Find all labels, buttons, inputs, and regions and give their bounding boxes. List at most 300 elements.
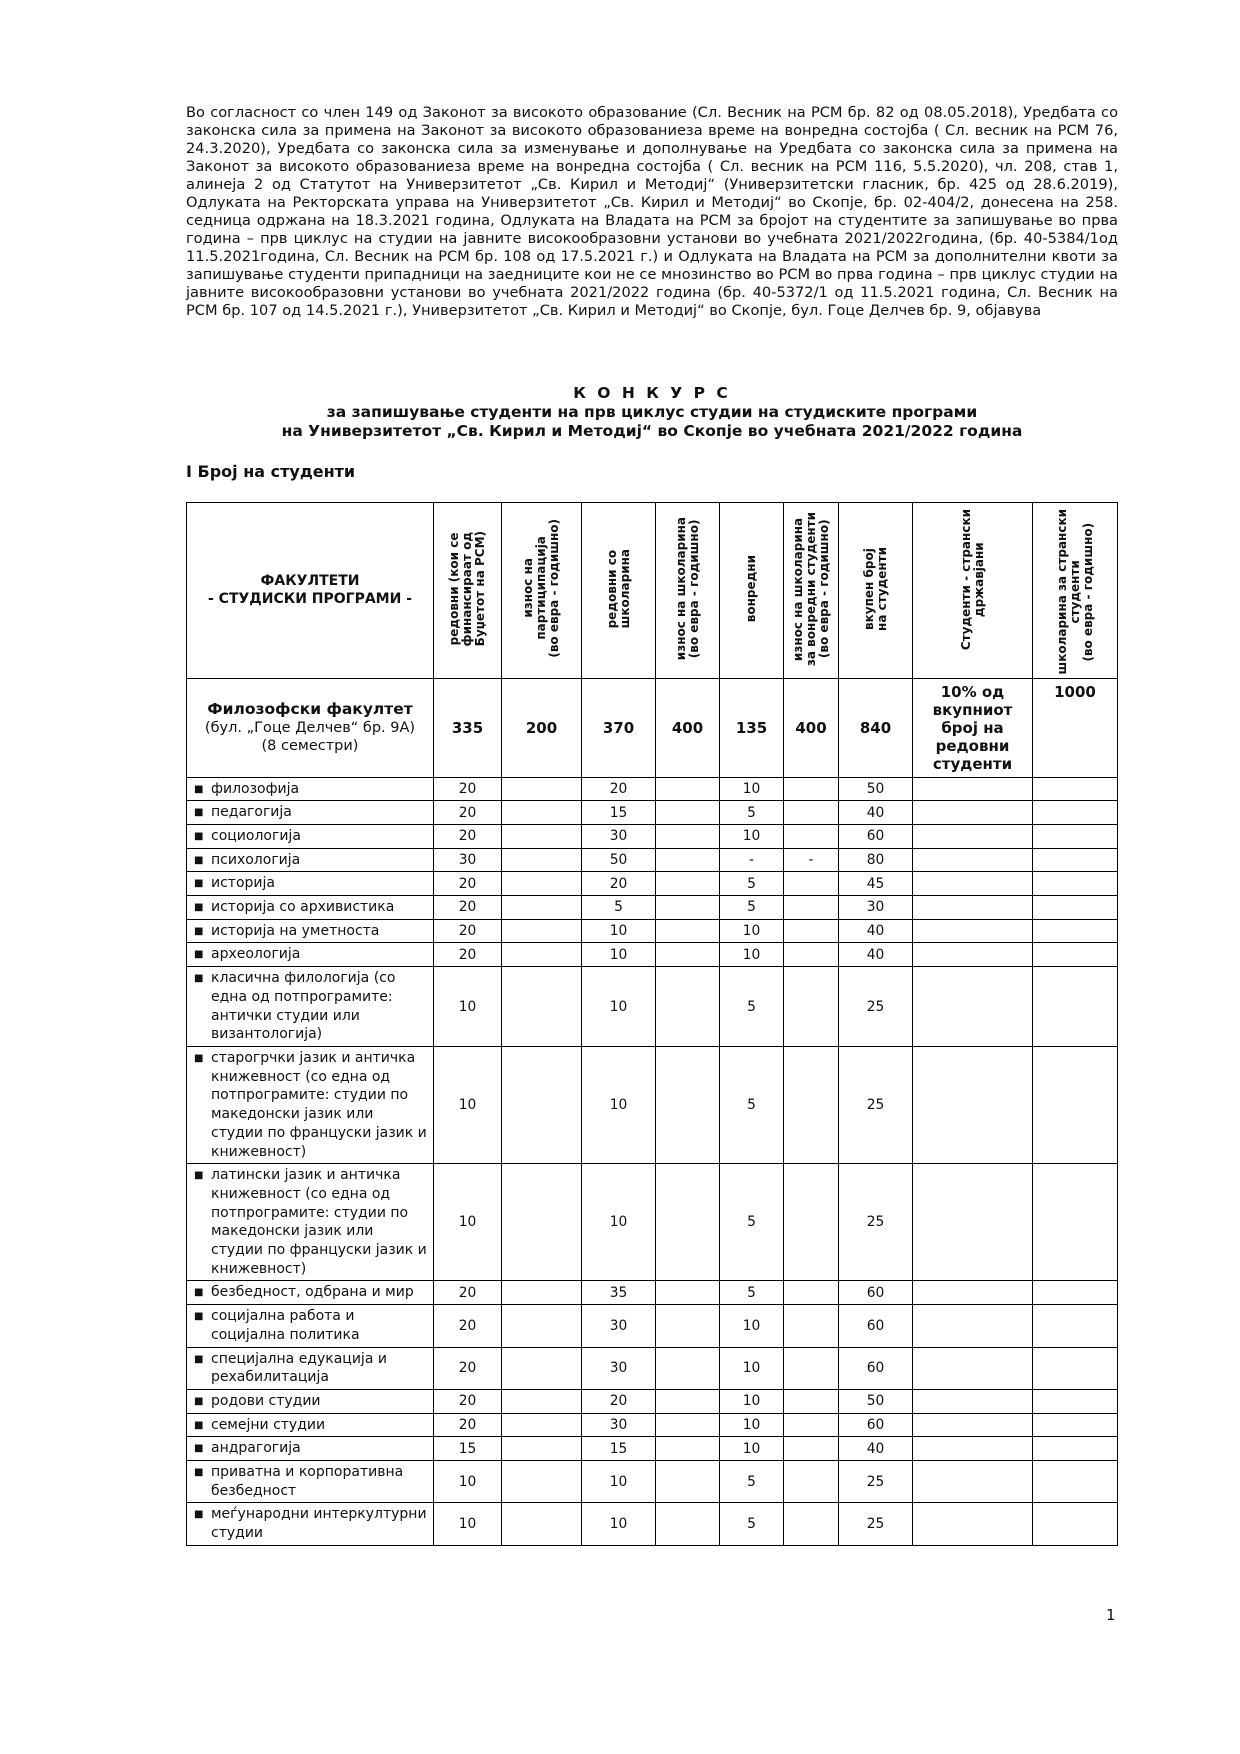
header-part-time-tuition <box>784 503 839 679</box>
faculty-tuition-amount: 400 <box>656 678 720 777</box>
header-foreign-students <box>913 503 1033 679</box>
cell-tuition-amount <box>656 1281 720 1305</box>
cell-regular-tuition: 15 <box>582 1437 656 1461</box>
bullet-icon: ■ <box>194 973 204 985</box>
cell-total: 60 <box>839 824 913 848</box>
program-name: класична филологија (со една од потпрограмите: антички студии или византологија) <box>211 970 396 1043</box>
cell-part-time: 10 <box>720 1389 784 1413</box>
cell-foreign-tuition <box>1033 943 1118 967</box>
program-name-cell <box>187 896 434 920</box>
program-name: педагогија <box>211 804 292 821</box>
program-name-cell <box>187 1503 434 1545</box>
header-faculties-line2: - СТУДИСКИ ПРОГРАМИ - <box>207 591 413 608</box>
program-name-cell <box>187 801 434 825</box>
cell-regular-budget: 30 <box>434 848 502 872</box>
program-name-cell <box>187 1347 434 1389</box>
cell-foreign-tuition <box>1033 1413 1118 1437</box>
cell-regular-tuition: 50 <box>582 848 656 872</box>
heading-subtitle-1: за запишување студенти на прв циклус студии на студиските програми <box>326 403 978 421</box>
cell-participation <box>502 848 582 872</box>
program-name: археологија <box>211 946 301 963</box>
table-header-row <box>187 503 1118 679</box>
table-row <box>187 777 1118 801</box>
table-row <box>187 896 1118 920</box>
program-name-cell <box>187 1413 434 1437</box>
program-name-cell <box>187 824 434 848</box>
cell-regular-budget: 10 <box>434 967 502 1047</box>
header-h9-line-2: студенти <box>1067 560 1082 624</box>
table-row <box>187 1281 1118 1305</box>
cell-participation <box>502 801 582 825</box>
cell-foreign-tuition <box>1033 1305 1118 1347</box>
cell-regular-budget: 20 <box>434 1305 502 1347</box>
cell-regular-budget: 20 <box>434 1281 502 1305</box>
cell-part-time: 10 <box>720 943 784 967</box>
header-foreign-tuition <box>1033 503 1118 679</box>
cell-participation <box>502 1305 582 1347</box>
cell-tuition-amount <box>656 1437 720 1461</box>
cell-part-time-tuition <box>784 1347 839 1389</box>
cell-tuition-amount <box>656 967 720 1047</box>
program-name: историја со архивистика <box>211 899 395 916</box>
cell-participation <box>502 896 582 920</box>
cell-regular-tuition: 10 <box>582 943 656 967</box>
cell-participation <box>502 1413 582 1437</box>
cell-foreign-tuition <box>1033 801 1118 825</box>
cell-participation <box>502 824 582 848</box>
cell-total: 60 <box>839 1347 913 1389</box>
cell-part-time: 5 <box>720 1281 784 1305</box>
table-row <box>187 1503 1118 1545</box>
cell-total: 40 <box>839 1437 913 1461</box>
cell-foreign-tuition <box>1033 1461 1118 1503</box>
cell-foreign-students <box>913 824 1033 848</box>
header-h6-line-1: износ на школарина <box>790 517 805 661</box>
cell-foreign-students <box>913 848 1033 872</box>
cell-part-time-tuition <box>784 1413 839 1437</box>
cell-part-time: 5 <box>720 967 784 1047</box>
header-h2-line-2: партиципација <box>534 537 548 641</box>
faculty-name: Филозофски факултет <box>207 700 413 719</box>
header-h1-line-3: Буџетот на РСМ) <box>473 531 487 647</box>
cell-foreign-tuition <box>1033 967 1118 1047</box>
header-participation-amount <box>502 503 582 679</box>
cell-total: 45 <box>839 872 913 896</box>
header-h2-line-3: (во евра - годишно) <box>547 519 561 659</box>
cell-foreign-students <box>913 1503 1033 1545</box>
cell-part-time-tuition <box>784 1046 839 1163</box>
cell-regular-tuition: 10 <box>582 1503 656 1545</box>
cell-foreign-tuition <box>1033 1347 1118 1389</box>
cell-total: 60 <box>839 1281 913 1305</box>
table-row <box>187 1046 1118 1163</box>
cell-foreign-tuition <box>1033 824 1118 848</box>
header-h2-line-1: износ на <box>521 558 535 619</box>
program-name-cell <box>187 1305 434 1347</box>
cell-foreign-tuition <box>1033 848 1118 872</box>
cell-tuition-amount <box>656 1046 720 1163</box>
cell-part-time: 5 <box>720 896 784 920</box>
program-name: родови студии <box>211 1392 321 1409</box>
cell-regular-budget: 10 <box>434 1046 502 1163</box>
cell-foreign-students <box>913 1164 1033 1281</box>
cell-part-time: 5 <box>720 872 784 896</box>
cell-part-time-tuition <box>784 1305 839 1347</box>
cell-part-time: 10 <box>720 1305 784 1347</box>
table-row <box>187 919 1118 943</box>
cell-tuition-amount <box>656 824 720 848</box>
cell-part-time-tuition <box>784 824 839 848</box>
cell-part-time-tuition <box>784 1164 839 1281</box>
cell-total: 25 <box>839 967 913 1047</box>
cell-regular-tuition: 15 <box>582 801 656 825</box>
faculty-foreign-students: 10% од вкупниот број на редовни студенти <box>913 678 1033 777</box>
cell-tuition-amount <box>656 777 720 801</box>
cell-regular-tuition: 10 <box>582 1461 656 1503</box>
faculty-name-cell <box>187 678 434 777</box>
cell-total: 50 <box>839 777 913 801</box>
table-row <box>187 1347 1118 1389</box>
program-name: андрагогија <box>211 1440 301 1457</box>
bullet-icon: ■ <box>194 1443 204 1455</box>
cell-part-time: 10 <box>720 1413 784 1437</box>
program-name-cell <box>187 1164 434 1281</box>
cell-regular-tuition: 20 <box>582 777 656 801</box>
program-name: филозофија <box>211 780 300 797</box>
cell-part-time-tuition: - <box>784 848 839 872</box>
cell-total: 50 <box>839 1389 913 1413</box>
program-name: социјална работа и социјална политика <box>211 1308 360 1343</box>
cell-regular-tuition: 30 <box>582 1347 656 1389</box>
cell-regular-budget: 10 <box>434 1503 502 1545</box>
bullet-icon: ■ <box>194 1311 204 1323</box>
header-h6-line-2: за вонредни студенти <box>803 511 818 666</box>
cell-tuition-amount <box>656 943 720 967</box>
cell-regular-budget: 20 <box>434 1413 502 1437</box>
cell-foreign-students <box>913 967 1033 1047</box>
cell-participation <box>502 1389 582 1413</box>
header-h4-line-1: износ на школарина <box>673 517 688 661</box>
table-row <box>187 848 1118 872</box>
table-row <box>187 872 1118 896</box>
cell-foreign-students <box>913 801 1033 825</box>
cell-tuition-amount <box>656 1347 720 1389</box>
header-h7-line-1: вкупен број <box>861 547 876 630</box>
cell-part-time-tuition <box>784 967 839 1047</box>
cell-tuition-amount <box>656 1164 720 1281</box>
cell-tuition-amount <box>656 1461 720 1503</box>
cell-regular-budget: 20 <box>434 1347 502 1389</box>
cell-regular-tuition: 35 <box>582 1281 656 1305</box>
cell-part-time-tuition <box>784 1437 839 1461</box>
cell-participation <box>502 943 582 967</box>
cell-foreign-students <box>913 1046 1033 1163</box>
cell-total: 60 <box>839 1413 913 1437</box>
cell-total: 25 <box>839 1164 913 1281</box>
bullet-icon: ■ <box>194 949 204 961</box>
cell-part-time: 5 <box>720 1164 784 1281</box>
cell-regular-budget: 15 <box>434 1437 502 1461</box>
cell-regular-tuition: 10 <box>582 1164 656 1281</box>
bullet-icon: ■ <box>194 1052 204 1064</box>
cell-regular-budget: 20 <box>434 943 502 967</box>
faculty-row <box>187 678 1118 777</box>
cell-part-time-tuition <box>784 943 839 967</box>
cell-part-time-tuition <box>784 1281 839 1305</box>
bullet-icon: ■ <box>194 1170 204 1182</box>
cell-part-time-tuition <box>784 919 839 943</box>
program-name: историја <box>211 875 275 892</box>
header-h4-line-2: (во евра - годишно) <box>686 519 701 659</box>
cell-participation <box>502 1164 582 1281</box>
cell-part-time: 5 <box>720 801 784 825</box>
program-name-cell <box>187 848 434 872</box>
table-row <box>187 1413 1118 1437</box>
cell-regular-tuition: 5 <box>582 896 656 920</box>
program-name-cell <box>187 919 434 943</box>
intro-paragraph: Во согласност со член 149 од Законот за високото образование (Сл. Весник на РСМ бр. 82 од 08.05.2018), Уредбата со законска сила за примена на Законот за високото образованиеза време на вонредна состојба ( Сл. весник на РСМ 76, 24.3.2020), Уредбата со законска сила за изменување и дополнување на Уредбата со законска сила за примена на Законот за високото образованиеза време на вонредна состојба ( Сл. весник на РСМ 116, 5.5.2020), чл. 208, став 1, алинеја 2 од Статутот на Универзитетот „Св. Кирил и Методиј“ (Универзитетски гласник, бр. 425 од 28.6.2019), Одлуката на Ректорската управа на Универзитетот „Св. Кирил и Методиј“ во Скопје, бр. 02-404/2, донесена на 258. седница одржана на 18.3.2021 година, Одлуката на Владата на РСМ за бројот на студентите за запишување во прва година – прв циклус на студии на јавните високообразовни установи во учебната 2021/2022година, (бр. 40-5384/1од 11.5.2021година, Сл. Весник на РСМ бр. 108 од 17.5.2021 г.) и Одлуката на Владата на РСМ за дополнителни квоти за запишување студенти припадници на заедниците кои не се мнозинство во РСМ во прва година – прв циклус студии на јавните високообразовни установи во учебната 2021/2022 година (бр. 40-5372/1 од 11.5.2021 година, Сл. Весник на РСМ бр. 107 од 14.5.2021 г.), Универзитетот „Св. Кирил и Методиј“ во Скопје, бул. Гоце Делчев бр. 9, објавува <box>186 104 1118 319</box>
bullet-icon: ■ <box>194 902 204 914</box>
cell-part-time-tuition <box>784 801 839 825</box>
header-h3-line-1: редовни со <box>604 549 619 629</box>
faculty-foreign-tuition: 1000 <box>1033 678 1118 777</box>
cell-total: 25 <box>839 1046 913 1163</box>
cell-foreign-students <box>913 1347 1033 1389</box>
cell-regular-tuition: 30 <box>582 1413 656 1437</box>
bullet-icon: ■ <box>194 1395 204 1407</box>
program-name: семејни студии <box>211 1416 326 1433</box>
cell-foreign-tuition <box>1033 1503 1118 1545</box>
cell-participation <box>502 919 582 943</box>
table-row <box>187 801 1118 825</box>
bullet-icon: ■ <box>194 830 204 842</box>
cell-regular-budget: 10 <box>434 1164 502 1281</box>
cell-foreign-students <box>913 1305 1033 1347</box>
cell-part-time: 10 <box>720 1437 784 1461</box>
cell-part-time: 10 <box>720 1347 784 1389</box>
cell-regular-tuition: 20 <box>582 872 656 896</box>
cell-tuition-amount <box>656 919 720 943</box>
cell-total: 25 <box>839 1461 913 1503</box>
header-h1-line-2: финансираат од <box>460 531 474 646</box>
cell-regular-tuition: 10 <box>582 967 656 1047</box>
table-row <box>187 943 1118 967</box>
bullet-icon: ■ <box>194 1419 204 1431</box>
faculty-regular-budget: 335 <box>434 678 502 777</box>
header-h9-line-1: школарина за странски <box>1054 509 1069 675</box>
heading-subtitle-2: на Универзитетот „Св. Кирил и Методиј“ во Скопје во учебната 2021/2022 година <box>281 422 1023 440</box>
program-name: психологија <box>211 851 301 868</box>
program-name: старогрчки јазик и античка книжевност (со една од потпрограмите: студии по македонски јазик или студии по француски јазик и книжевност) <box>211 1049 427 1160</box>
heading-title: К О Н К У Р С <box>573 384 731 402</box>
cell-tuition-amount <box>656 1305 720 1347</box>
cell-tuition-amount <box>656 1389 720 1413</box>
program-name-cell <box>187 967 434 1047</box>
cell-regular-budget: 20 <box>434 872 502 896</box>
header-h8-line-2: државјани <box>971 542 986 617</box>
header-tuition-amount <box>656 503 720 679</box>
program-name-cell <box>187 777 434 801</box>
cell-foreign-students <box>913 777 1033 801</box>
cell-foreign-tuition <box>1033 1437 1118 1461</box>
bullet-icon: ■ <box>194 1353 204 1365</box>
cell-foreign-tuition <box>1033 872 1118 896</box>
cell-tuition-amount <box>656 801 720 825</box>
cell-tuition-amount <box>656 872 720 896</box>
faculty-total: 840 <box>839 678 913 777</box>
cell-regular-budget: 20 <box>434 919 502 943</box>
program-name-cell <box>187 943 434 967</box>
program-name-cell <box>187 1389 434 1413</box>
header-h6-line-3: (во евра - годишно) <box>816 519 831 659</box>
header-h9-line-3: (во евра - годишно) <box>1080 522 1095 662</box>
cell-part-time: 5 <box>720 1461 784 1503</box>
cell-participation <box>502 1503 582 1545</box>
cell-tuition-amount <box>656 1503 720 1545</box>
faculty-part-time: 135 <box>720 678 784 777</box>
cell-part-time: - <box>720 848 784 872</box>
faculty-part-time-tuition: 400 <box>784 678 839 777</box>
announcement-heading <box>186 384 1118 441</box>
table-row <box>187 1389 1118 1413</box>
cell-foreign-students <box>913 1461 1033 1503</box>
cell-part-time-tuition <box>784 777 839 801</box>
header-h7-line-2: на студенти <box>874 546 889 631</box>
program-name: историја на уметноста <box>211 922 380 939</box>
cell-total: 60 <box>839 1305 913 1347</box>
cell-regular-budget: 20 <box>434 777 502 801</box>
cell-regular-budget: 20 <box>434 1389 502 1413</box>
cell-foreign-students <box>913 1437 1033 1461</box>
cell-participation <box>502 967 582 1047</box>
faculty-regular-tuition: 370 <box>582 678 656 777</box>
header-h8-line-1: Студенти - странски <box>958 509 973 651</box>
cell-regular-tuition: 10 <box>582 919 656 943</box>
section-title: I Број на студенти <box>186 462 356 481</box>
header-total-students <box>839 503 913 679</box>
bullet-icon: ■ <box>194 1509 204 1521</box>
cell-regular-tuition: 30 <box>582 1305 656 1347</box>
cell-foreign-tuition <box>1033 1046 1118 1163</box>
program-name: безбедност, одбрана и мир <box>211 1284 414 1301</box>
cell-tuition-amount <box>656 848 720 872</box>
cell-participation <box>502 872 582 896</box>
cell-regular-budget: 10 <box>434 1461 502 1503</box>
cell-part-time: 10 <box>720 777 784 801</box>
cell-part-time-tuition <box>784 1389 839 1413</box>
cell-total: 80 <box>839 848 913 872</box>
header-h3-line-2: школарина <box>617 549 632 629</box>
table-row <box>187 1164 1118 1281</box>
program-name-cell <box>187 1281 434 1305</box>
header-regular-tuition <box>582 503 656 679</box>
faculty-participation: 200 <box>502 678 582 777</box>
cell-tuition-amount <box>656 896 720 920</box>
cell-participation <box>502 1437 582 1461</box>
cell-part-time: 10 <box>720 824 784 848</box>
cell-foreign-students <box>913 1281 1033 1305</box>
cell-regular-tuition: 10 <box>582 1046 656 1163</box>
cell-regular-tuition: 20 <box>582 1389 656 1413</box>
program-name: специјална едукација и рехабилитација <box>211 1350 387 1386</box>
cell-foreign-students <box>913 872 1033 896</box>
bullet-icon: ■ <box>194 854 204 866</box>
cell-participation <box>502 1461 582 1503</box>
cell-total: 25 <box>839 1503 913 1545</box>
header-h5-line-1: вонредни <box>744 555 758 623</box>
bullet-icon: ■ <box>194 1287 204 1299</box>
cell-total: 40 <box>839 919 913 943</box>
table-row <box>187 1461 1118 1503</box>
cell-foreign-tuition <box>1033 777 1118 801</box>
cell-part-time-tuition <box>784 1503 839 1545</box>
cell-part-time-tuition <box>784 1461 839 1503</box>
table-row <box>187 1437 1118 1461</box>
cell-foreign-tuition <box>1033 919 1118 943</box>
table-row <box>187 824 1118 848</box>
bullet-icon: ■ <box>194 807 204 819</box>
cell-foreign-students <box>913 943 1033 967</box>
header-faculties-line1: ФАКУЛТЕТИ <box>260 573 360 590</box>
cell-total: 40 <box>839 943 913 967</box>
cell-tuition-amount <box>656 1413 720 1437</box>
cell-foreign-tuition <box>1033 896 1118 920</box>
cell-part-time: 5 <box>720 1046 784 1163</box>
cell-participation <box>502 1281 582 1305</box>
faculty-semesters: (8 семестри) <box>261 738 359 755</box>
header-h1-line-1: редовни (кои се <box>447 532 461 646</box>
program-name: меѓународни интеркултурни студии <box>211 1506 427 1542</box>
faculty-address: (бул. „Гоце Делчев“ бр. 9А) <box>204 720 416 737</box>
cell-foreign-students <box>913 1413 1033 1437</box>
cell-regular-budget: 20 <box>434 824 502 848</box>
cell-foreign-tuition <box>1033 1389 1118 1413</box>
program-name-cell <box>187 1046 434 1163</box>
cell-foreign-students <box>913 919 1033 943</box>
bullet-icon: ■ <box>194 783 204 795</box>
cell-foreign-students <box>913 1389 1033 1413</box>
bullet-icon: ■ <box>194 925 204 937</box>
cell-participation <box>502 1347 582 1389</box>
students-table <box>186 502 1118 1546</box>
bullet-icon: ■ <box>194 1467 204 1479</box>
cell-foreign-students <box>913 896 1033 920</box>
cell-participation <box>502 777 582 801</box>
cell-part-time-tuition <box>784 896 839 920</box>
header-faculties <box>187 503 434 679</box>
cell-regular-budget: 20 <box>434 896 502 920</box>
cell-part-time: 10 <box>720 919 784 943</box>
header-part-time <box>720 503 784 679</box>
cell-foreign-tuition <box>1033 1281 1118 1305</box>
program-name-cell <box>187 1437 434 1461</box>
cell-part-time-tuition <box>784 872 839 896</box>
program-name: социологија <box>211 827 301 844</box>
cell-regular-tuition: 30 <box>582 824 656 848</box>
cell-regular-budget: 20 <box>434 801 502 825</box>
table-row <box>187 967 1118 1047</box>
table-row <box>187 1305 1118 1347</box>
cell-part-time: 5 <box>720 1503 784 1545</box>
program-name-cell <box>187 1461 434 1503</box>
program-name-cell <box>187 872 434 896</box>
page-number: 1 <box>1106 1606 1116 1624</box>
cell-foreign-tuition <box>1033 1164 1118 1281</box>
program-name: латински јазик и античка книжевност (со една од потпрограмите: студии по македонски јазик или студии по француски јазик и книжевност) <box>211 1167 427 1277</box>
cell-participation <box>502 1046 582 1163</box>
cell-total: 40 <box>839 801 913 825</box>
program-name: приватна и корпоративна безбедност <box>211 1464 404 1499</box>
